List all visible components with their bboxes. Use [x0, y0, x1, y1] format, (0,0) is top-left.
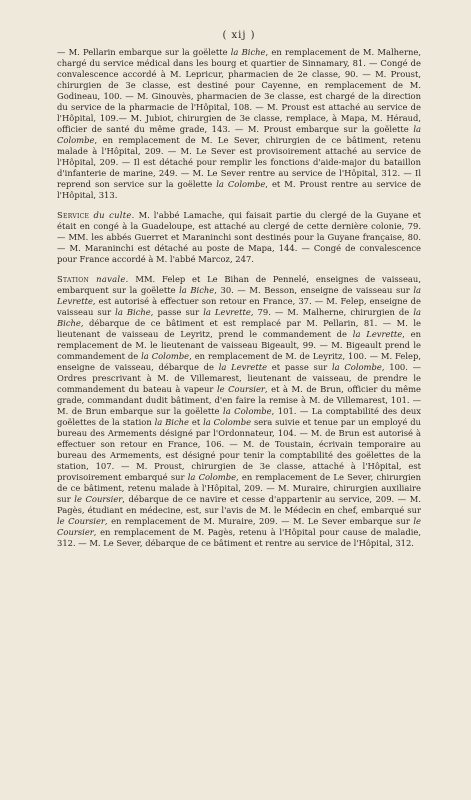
text-segment: , en remplacement de M. Muraire, 209. — M. Le Sever embarque sur	[104, 516, 414, 526]
text-segment: , débarque de ce bâtiment et est remplacé par M. Pellarin, 81. — M. le lieutenant de vaisseau de Leyritz, prend le commandement de	[57, 318, 421, 339]
ship-name: le Coursier	[216, 384, 265, 394]
section-paragraph	[57, 210, 421, 265]
text-segment: — M. Pellarin embarque sur la goëlette	[57, 47, 231, 57]
page-body	[57, 47, 421, 549]
ship-name: la Levrette	[352, 329, 403, 339]
section-paragraph	[57, 47, 421, 201]
ship-name: la Colombe	[187, 472, 237, 482]
text-segment: , débarque de ce navire et cesse d'appartenir au service, 209. — M. Pagès, étudiant en médecine, est, sur l'avis de M. le Médecin en chef, embarqué sur	[57, 494, 421, 515]
ship-name: la Biche	[57, 307, 421, 328]
text-segment: sera suivie et tenue par un employé du bureau des Armements désigné par l'Ordonnateur, 104. — M. de Brun est autorisé à effectuer son retour en France, 106. — M. de Toustain, écrivain temporaire au bureau des Armements, est désigné pour tenir la comptabilité des goëlettes de la station, 107. — M. Proust, chirurgien de 3e classe, attaché à l'Hôpital, est provisoirement embarqué sur	[57, 417, 421, 482]
text-segment: , en remplacement de M. de Leyritz, 100. — M. Felep, enseigne de vaisseau, débarque de	[57, 351, 421, 372]
ship-name: la Colombe	[216, 179, 266, 189]
text-segment: et	[189, 417, 204, 427]
ship-name: la Levrette	[57, 285, 421, 306]
ship-name: la Biche	[230, 47, 266, 57]
text-segment: , en remplacement de M. le lieutenant de vaisseau Bigeault, 99. — M. Bigeault prend le commandement de	[57, 329, 421, 361]
ship-name: la Biche	[179, 285, 215, 295]
ship-name: la Levrette	[218, 362, 268, 372]
section-heading-tail: du culte.	[89, 210, 135, 220]
ship-name: la Biche	[154, 417, 190, 427]
text-segment: , est autorisé à effectuer son retour en France, 37. — M. Felep, enseigne de vaisseau sur	[57, 296, 421, 317]
ship-name: la Colombe	[57, 124, 421, 145]
section-heading-tail: navale.	[89, 274, 129, 284]
ship-name: la Colombe	[203, 417, 252, 427]
section-heading-main: Service	[57, 210, 90, 220]
ship-name: la Levrette	[203, 307, 251, 317]
text-segment: , et à M. de Brun, officier du même grade, commandant dudit bâtiment, d'en faire la remise à M. de Villemarest, 101. — M. de Brun embarque sur la goëlette	[57, 384, 421, 416]
section-heading	[57, 210, 135, 220]
section-paragraph	[57, 274, 421, 549]
text-segment: , et M. Proust rentre au service de l'Hôpital, 313.	[57, 179, 422, 200]
text-segment: , en remplacement de M. Malherne, chargé du service médical dans les bourg et quartier de Sinnamary, 81. — Congé de convalescence accordé à M. Lepricur, pharmacien de 2e classe, 90. — M. Proust, chirurgien de 3e classe, est destiné pour Cayenne, en remplacement de M. Godineau, 100. — M. Ginouvès, pharmacien de 3e classe, est chargé de la direction du service de la pharmacie de l'Hôpital, 108. — M. Proust est attaché au service de l'Hôpital, 109.— M. Jubiot, chirurgien de 3e classe, remplace, à Mapa, M. Héraud, officier de santé du même grade, 143. — M. Proust embarque sur la goëlette	[57, 47, 421, 134]
text-segment: , en remplacement de Le Sever, chirurgien de ce bâtiment, retenu malade à l'Hôpital, 209. — M. Muraire, chirurgien auxiliaire sur	[57, 472, 421, 504]
text-segment: , 79. — M. Malherne, chirurgien de	[250, 307, 414, 317]
section-heading	[57, 274, 129, 284]
text-segment: , 101. — La comptabilité des deux goëlettes de la station	[57, 406, 422, 427]
ship-name: la Colombe	[141, 351, 190, 361]
text-segment: , 100. — Ordres prescrivant à M. de Villemarest, lieutenant de vaisseau, de prendre le commandement du bateau à vapeur	[57, 362, 422, 394]
text-segment: MM. Felep et Le Bihan de Pennelé, enseignes de vaisseau, embarquent sur la goëlette	[57, 274, 421, 295]
text-segment: , en remplacement de M. Le Sever, chirurgien de ce bâtiment, retenu malade à l'Hôpital, 209. — M. Le Sever est provisoirement attaché au service de l'Hôpital, 209. — Il est détaché pour remplir les fonctions d'aide-major du bataillon d'infanterie de marine, 249. — M. Le Sever rentre au service de l'Hôpital, 312. — Il reprend son service sur la goëlette	[57, 135, 421, 189]
ship-name: le Coursier	[57, 516, 105, 526]
text-segment: , 30. — M. Besson, enseigne de vaisseau sur	[214, 285, 414, 295]
ship-name: la Biche	[115, 307, 151, 317]
ship-name: la Colombe	[223, 406, 272, 416]
ship-name: le Coursier	[57, 516, 421, 537]
ship-name: le Coursier	[74, 494, 123, 504]
section-heading-main: Station	[57, 274, 90, 284]
ship-name: la Colombe	[331, 362, 382, 372]
text-segment: M. l'abbé Lamache, qui faisait partie du clergé de la Guyane et était en congé à la Guadeloupe, est attaché au clergé de cette dernière colonie, 79. — MM. les abbés Guerret et Maraninchi sont destinés pour la Guyane française, 80. — M. Maraninchi est détaché au poste de Mapa, 144. — Congé de convalescence pour France accordé à M. l'abbé Marcoz, 247.	[57, 210, 421, 264]
text-segment: et passe sur	[267, 362, 332, 372]
page-number: ( xij )	[222, 30, 256, 41]
text-segment: , passe sur	[150, 307, 204, 317]
text-segment: , en remplacement de M. Pagès, retenu à l'Hôpital pour cause de maladie, 312. — M. Le Sever, débarque de ce bâtiment et rentre au service de l'Hôpital, 312.	[57, 527, 421, 548]
